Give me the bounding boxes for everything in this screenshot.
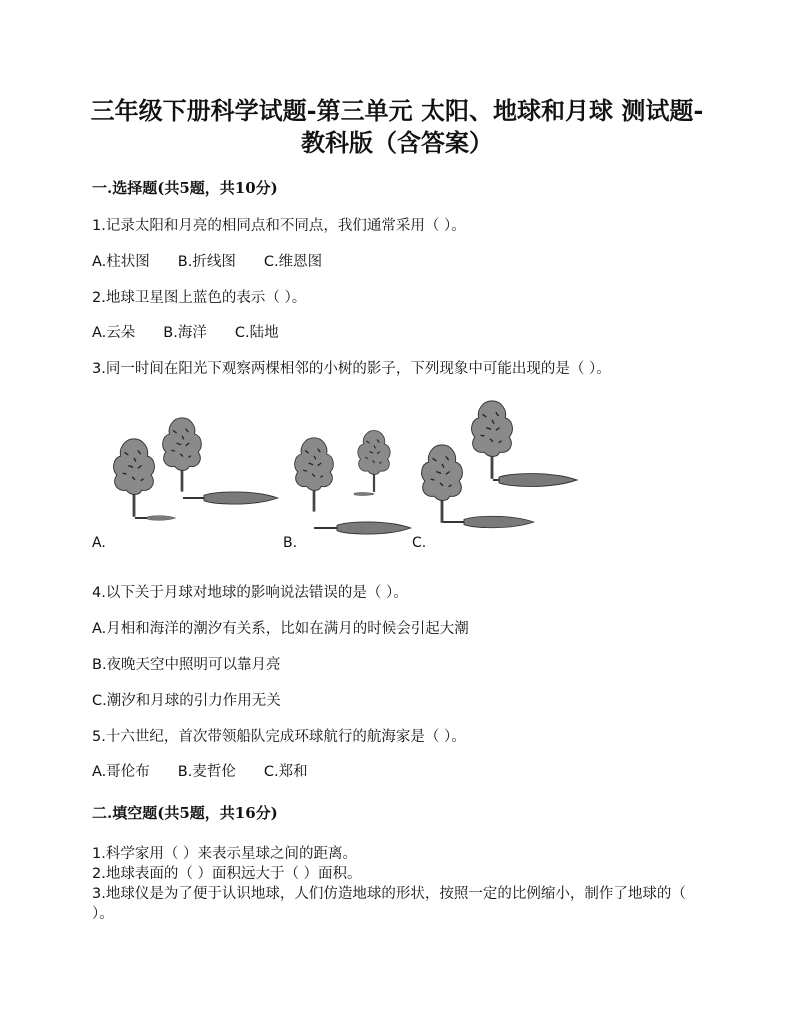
document-title-line1: 三年级下册科学试题-第三单元 太阳、地球和月球 测试题-	[90, 96, 704, 125]
fill-item-2: 2.地球表面的（ ）面积远大于（ ）面积。	[92, 866, 362, 882]
fill-item-1: 1.科学家用（ ）来表示星球之间的距离。	[92, 846, 357, 862]
q4-option-a[interactable]: A.月相和海洋的潮汐有关系，比如在满月的时候会引起大潮	[92, 621, 469, 637]
q3-figure-label-c[interactable]: C.	[412, 535, 427, 551]
option-c-figure	[422, 401, 577, 528]
q4-option-b[interactable]: B.夜晚天空中照明可以靠月亮	[92, 657, 281, 673]
section2-heading: 二.填空题(共5题，共16分)	[92, 804, 278, 822]
fill-item-3: 3.地球仪是为了便于认识地球，人们仿造地球的形状，按照一定的比例缩小，制作了地球的（ ）。	[92, 886, 686, 922]
section1-heading: 一.选择题(共5题，共10分)	[92, 179, 278, 197]
q2-stem: 2.地球卫星图上蓝色的表示（ ）。	[92, 290, 307, 306]
document-title-line2: 教科版（含答案）	[301, 128, 493, 157]
q2-option-c[interactable]: C.陆地	[234, 325, 279, 341]
q5-option-a[interactable]: A.哥伦布	[92, 764, 150, 780]
q4-option-c[interactable]: C.潮汐和月球的引力作用无关	[92, 693, 281, 709]
q5-option-c[interactable]: C.郑和	[263, 764, 308, 780]
q1-options	[92, 252, 350, 272]
option-a-figure	[114, 418, 278, 521]
q2-option-b[interactable]: B.海洋	[163, 325, 207, 341]
tree-shadow-figure	[92, 394, 592, 544]
q1-stem: 1.记录太阳和月亮的相同点和不同点，我们通常采用（ ）。	[92, 218, 466, 234]
q1-option-a[interactable]: A.柱状图	[92, 254, 150, 270]
q3-figure-label-b[interactable]: B.	[283, 535, 298, 551]
q5-option-b[interactable]: B.麦哲伦	[177, 764, 236, 780]
q1-option-c[interactable]: C.维恩图	[263, 254, 323, 270]
q4-stem: 4.以下关于月球对地球的影响说法错误的是（ ）。	[92, 585, 408, 601]
q3-figure-label-a[interactable]: A.	[92, 535, 106, 551]
q2-options	[92, 323, 307, 343]
q5-stem: 5.十六世纪，首次带领船队完成环球航行的航海家是（ ）。	[92, 729, 466, 745]
q5-options	[92, 762, 336, 782]
option-b-figure	[295, 431, 411, 535]
q2-option-a[interactable]: A.云朵	[92, 325, 136, 341]
q1-option-b[interactable]: B.折线图	[177, 254, 236, 270]
q3-stem: 3.同一时间在阳光下观察两棵相邻的小树的影子，下列现象中可能出现的是（ ）。	[92, 361, 611, 377]
